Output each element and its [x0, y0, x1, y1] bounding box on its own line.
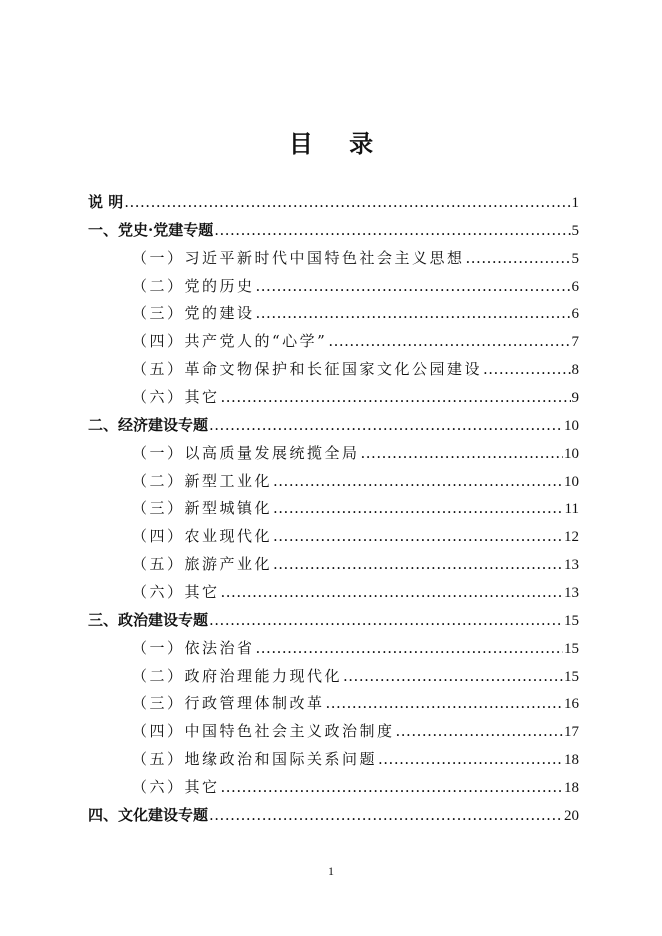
toc-entry-label: （六）其它 [132, 778, 220, 797]
dot-leader [214, 219, 570, 241]
toc-entry-page-number: 13 [564, 557, 579, 574]
toc-entry-page-number: 10 [564, 417, 579, 434]
dot-leader [256, 302, 571, 324]
dot-leader [378, 748, 563, 770]
toc-entry-label: （二）新型工业化 [132, 471, 273, 490]
toc-entry-page-number: 10 [564, 473, 579, 490]
toc-entry-label: （六）其它 [132, 583, 220, 602]
dot-leader [124, 191, 570, 213]
toc-entry-label: （三）行政管理体制改革 [132, 694, 325, 713]
toc-entry-page-number: 5 [571, 222, 579, 239]
toc-entry-label: （四）农业现代化 [132, 527, 273, 546]
toc-entry-page-number: 16 [564, 696, 579, 713]
toc-subsection-entry[interactable] [88, 442, 579, 470]
toc-entry-page-number: 17 [564, 724, 579, 741]
dot-leader [209, 609, 563, 631]
toc-entry-page-number: 15 [564, 668, 579, 685]
toc-subsection-entry[interactable] [88, 358, 579, 386]
toc-subsection-entry[interactable] [88, 581, 579, 609]
toc-entry-page-number: 11 [564, 501, 579, 518]
toc-section-entry[interactable] [88, 804, 579, 832]
dot-leader [221, 776, 563, 798]
toc-entry-label: （一）习近平新时代中国特色社会主义思想 [132, 248, 465, 267]
dot-leader [483, 358, 570, 380]
toc-subsection-entry[interactable] [88, 720, 579, 748]
toc-entry-label: （三）新型城镇化 [132, 499, 273, 518]
dot-leader [273, 497, 564, 519]
toc-entry-page-number: 6 [571, 278, 579, 295]
toc-entry-label: （六）其它 [132, 388, 220, 407]
dot-leader [343, 665, 563, 687]
toc-entry-page-number: 18 [564, 780, 579, 797]
toc-entry-label: 二、经济建设专题 [88, 415, 209, 434]
toc-entry-label: 说 明 [88, 193, 124, 211]
toc-subsection-entry[interactable] [88, 692, 579, 720]
toc-subsection-entry[interactable] [88, 330, 579, 358]
toc-subsection-entry[interactable] [88, 497, 579, 525]
toc-subsection-entry[interactable] [88, 302, 579, 330]
toc-entry-label: 三、政治建设专题 [88, 610, 209, 629]
toc-entry-label: （五）地缘政治和国际关系问题 [132, 750, 378, 769]
dot-leader [273, 470, 563, 492]
toc-entry-label: （四）共产党人的“心学” [132, 332, 328, 351]
toc-entry-page-number: 10 [564, 445, 579, 462]
toc-entry-label: （五）革命文物保护和长征国家文化公园建设 [132, 360, 483, 379]
toc-subsection-entry[interactable] [88, 665, 579, 693]
toc-entry-page-number: 15 [564, 640, 579, 657]
toc-section-entry[interactable] [88, 219, 579, 247]
toc-entry-page-number: 20 [564, 807, 579, 824]
toc-subsection-entry[interactable] [88, 525, 579, 553]
dot-leader [221, 386, 571, 408]
toc-subsection-entry[interactable] [88, 470, 579, 498]
dot-leader [361, 442, 563, 464]
dot-leader [328, 330, 570, 352]
toc-entry-page-number: 8 [571, 362, 579, 379]
dot-leader [466, 247, 571, 269]
toc-entry-label: （五）旅游产业化 [132, 555, 273, 574]
toc-subsection-entry[interactable] [88, 748, 579, 776]
dot-leader [273, 525, 563, 547]
toc-entry-page-number: 1 [571, 195, 579, 211]
toc-entry-label: （二）政府治理能力现代化 [132, 666, 343, 685]
toc-entry-page-number: 12 [564, 529, 579, 546]
toc-entry-page-number: 13 [564, 585, 579, 602]
dot-leader [273, 553, 563, 575]
toc-entry-page-number: 9 [571, 390, 579, 407]
toc-entry-page-number: 15 [564, 612, 579, 629]
toc-subsection-entry[interactable] [88, 275, 579, 303]
dot-leader [209, 804, 563, 826]
toc-entry-label: 一、党史·党建专题 [88, 220, 214, 239]
toc-entry-label: （一）依法治省 [132, 638, 255, 657]
dot-leader [221, 581, 563, 603]
dot-leader [256, 637, 563, 659]
dot-leader [396, 720, 563, 742]
toc-entry-label: （一）以高质量发展统揽全局 [132, 443, 360, 462]
toc-entry-page-number: 7 [571, 334, 579, 351]
dot-leader [209, 414, 563, 436]
toc-section-entry[interactable] [88, 414, 579, 442]
toc-subsection-entry[interactable] [88, 553, 579, 581]
dot-leader [256, 275, 571, 297]
toc-subsection-entry[interactable] [88, 776, 579, 804]
toc-entry-label: （四）中国特色社会主义政治制度 [132, 722, 395, 741]
toc-entry-label: （二）党的历史 [132, 276, 255, 295]
footer-page-number: 1 [328, 864, 334, 878]
table-of-contents [88, 191, 579, 832]
toc-entry-page-number: 6 [571, 306, 579, 323]
toc-subsection-entry[interactable] [88, 247, 579, 275]
page-title: 目 录 [288, 129, 388, 158]
toc-section-entry[interactable] [88, 191, 579, 219]
toc-entry-page-number: 18 [564, 752, 579, 769]
toc-section-entry[interactable] [88, 609, 579, 637]
toc-entry-label: 四、文化建设专题 [88, 805, 209, 824]
toc-subsection-entry[interactable] [88, 386, 579, 414]
toc-subsection-entry[interactable] [88, 637, 579, 665]
toc-entry-label: （三）党的建设 [132, 304, 255, 323]
toc-entry-page-number: 5 [571, 250, 579, 267]
dot-leader [326, 692, 563, 714]
